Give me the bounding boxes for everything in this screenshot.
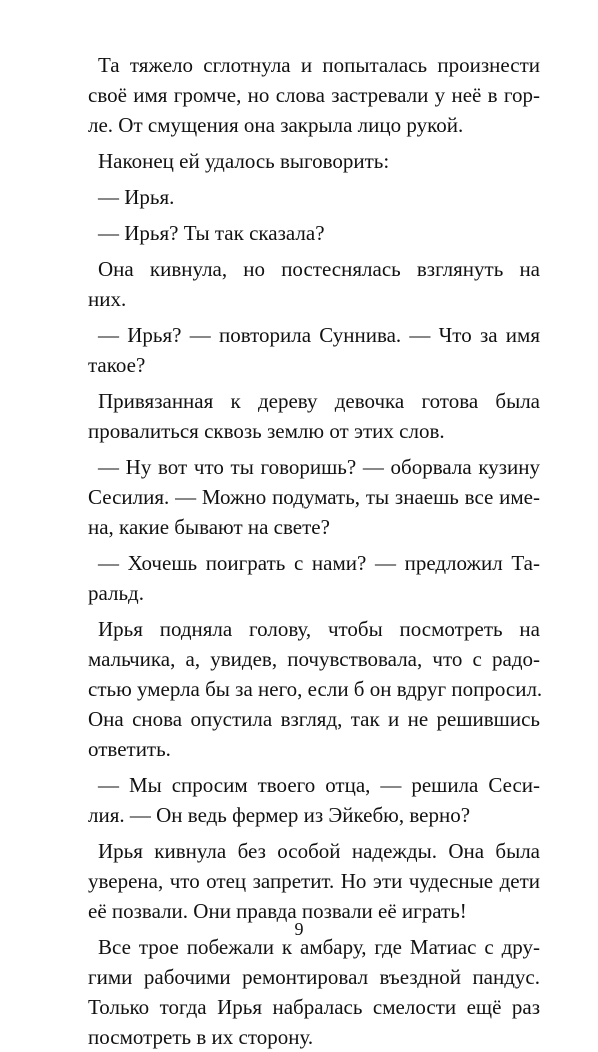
- text-line: Только тогда Ирья набралась смелости ещё раз: [88, 995, 540, 1019]
- text-line: гими рабочими ремонтировал въездной пандус.: [88, 965, 540, 989]
- text-line: них.: [88, 287, 127, 311]
- text-line: Та тяжело сглотнула и попыталась произнести: [98, 53, 540, 77]
- text-line: своё имя громче, но слова застревали у неё в гор-: [88, 83, 540, 107]
- text-line: — Хочешь поиграть с нами? — предложил Та-: [98, 551, 540, 575]
- body-text: [88, 50, 543, 1052]
- text-line: лия. — Он ведь фермер из Эйкебю, верно?: [88, 803, 471, 827]
- text-line: — Ирья? Ты так сказала?: [98, 221, 325, 245]
- text-line: уверена, что отец запретит. Но эти чудесные дети: [88, 869, 540, 893]
- text-line: — Ну вот что ты говоришь? — оборвала кузину: [98, 455, 540, 479]
- text-line: провалиться сквозь землю от этих слов.: [88, 419, 445, 443]
- text-line: — Мы спросим твоего отца, — решила Сеси-: [98, 773, 540, 797]
- text-line: её позвали. Они правда позвали её играть!: [88, 899, 467, 923]
- text-line: Она кивнула, но постеснялась взглянуть на: [98, 257, 540, 281]
- text-line: Наконец ей удалось выговорить:: [98, 149, 390, 173]
- text-line: — Ирья.: [98, 185, 175, 209]
- text-line: ответить.: [88, 737, 171, 761]
- text-line: Все трое побежали к амбару, где Матиас с дру-: [98, 935, 540, 959]
- text-line: такое?: [88, 353, 146, 377]
- text-line: Она снова опустила взгляд, так и не решившись: [88, 707, 540, 731]
- text-line: на, какие бывают на свете?: [88, 515, 330, 539]
- text-line: Ирья кивнула без особой надежды. Она была: [98, 839, 540, 863]
- text-line: посмотреть в их сторону.: [88, 1025, 314, 1049]
- text-line: ле. От смущения она закрыла лицо рукой.: [88, 113, 464, 137]
- text-line: ральд.: [88, 581, 144, 605]
- text-line: стью умерла бы за него, если б он вдруг попросил.: [88, 677, 543, 701]
- text-line: мальчика, а, увидев, почувствовала, что с радо-: [88, 647, 540, 671]
- text-line: Привязанная к дереву девочка готова была: [98, 389, 540, 413]
- text-line: Ирья подняла голову, чтобы посмотреть на: [98, 617, 540, 641]
- text-line: Сесилия. — Можно подумать, ты знаешь все име-: [88, 485, 540, 509]
- text-line: — Ирья? — повторила Суннива. — Что за имя: [98, 323, 540, 347]
- page-number: 9: [294, 919, 304, 939]
